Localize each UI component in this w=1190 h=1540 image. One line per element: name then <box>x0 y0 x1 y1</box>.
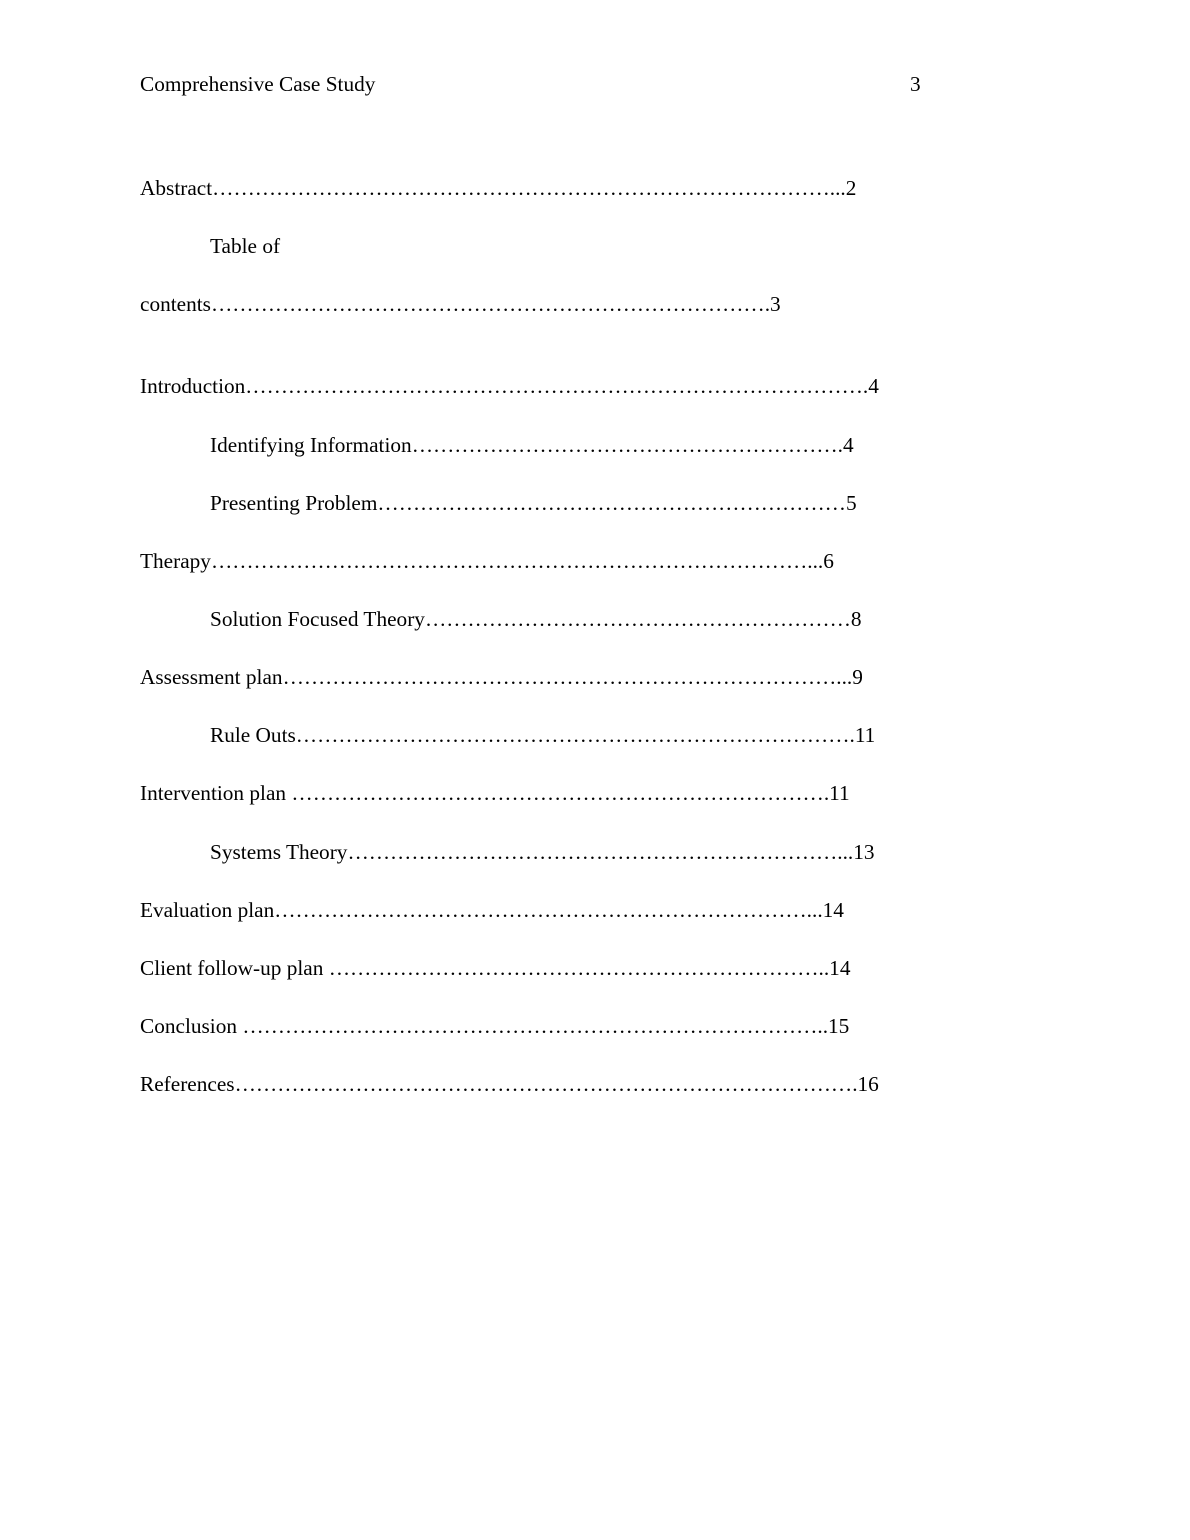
toc-entry-title: Intervention plan <box>140 781 292 805</box>
toc-entry-references[interactable] <box>140 1070 879 1098</box>
toc-leader-dots: …………………………………………………………….. <box>328 956 830 980</box>
toc-entry-page: 4 <box>868 374 879 398</box>
toc-entry-assessment-plan[interactable] <box>140 663 863 691</box>
toc-entry-page: 15 <box>828 1014 850 1038</box>
toc-entry-title: Conclusion <box>140 1014 243 1038</box>
toc-entry-therapy[interactable] <box>140 547 834 575</box>
toc-leader-dots: …………………………………………………………………... <box>274 898 823 922</box>
toc-entry-intervention-plan[interactable] <box>140 779 850 807</box>
toc-entry-abstract[interactable] <box>140 174 856 202</box>
toc-leader-dots: …………………………………………………………………………... <box>210 549 824 573</box>
toc-entry-title: Client follow-up plan <box>140 956 329 980</box>
toc-entry-title: Rule Outs <box>210 723 296 747</box>
toc-entry-title: Therapy <box>140 549 211 573</box>
toc-entry-page: 16 <box>857 1072 879 1096</box>
toc-entry-conclusion[interactable] <box>140 1012 849 1040</box>
toc-entry-title: contents <box>140 292 211 316</box>
toc-entry-page: 6 <box>823 549 834 573</box>
toc-leader-dots: ……………………………………………………………... <box>347 840 854 864</box>
toc-entry-identifying-information[interactable] <box>210 431 854 459</box>
toc-entry-title: References <box>140 1072 235 1096</box>
toc-leader-dots: ……………………………………………………………………. <box>210 292 771 316</box>
toc-entry-page: 2 <box>845 176 857 200</box>
toc-entry-page: 4 <box>842 433 854 457</box>
toc-entry-title: Systems Theory <box>210 840 348 864</box>
toc-entry-rule-outs[interactable] <box>210 721 875 749</box>
toc-leader-dots: ……………………………………………………………………………. <box>234 1072 858 1096</box>
toc-leader-dots: ………………………………………………………… <box>377 491 846 515</box>
toc-leader-dots: ……………………………………………………………………... <box>282 665 853 689</box>
toc-entry-title: Assessment plan <box>140 665 283 689</box>
toc-entry-systems-theory[interactable] <box>210 838 875 866</box>
toc-entry-page: 11 <box>829 781 850 805</box>
toc-entry-page: 3 <box>770 292 781 316</box>
toc-entry-introduction[interactable] <box>140 372 879 400</box>
toc-leader-dots: …………………………………………………………………. <box>291 781 830 805</box>
toc-entry-evaluation-plan[interactable] <box>140 896 844 924</box>
header-page-number: 3 <box>910 72 921 96</box>
toc-entry-title: Introduction <box>140 374 246 398</box>
toc-entry-contents[interactable] <box>140 290 781 318</box>
toc-leader-dots: ……………………………………………………………………………... <box>212 176 846 200</box>
header-title: Comprehensive Case Study <box>140 72 376 96</box>
toc-entry-title: Identifying Information <box>210 433 412 457</box>
running-header <box>140 72 930 100</box>
toc-entry-title: Solution Focused Theory <box>210 607 425 631</box>
toc-entry-solution-focused-theory[interactable] <box>210 605 862 633</box>
toc-entry-page: 11 <box>854 723 876 747</box>
toc-entry-table-of[interactable] <box>210 232 280 260</box>
toc-entry-page: 8 <box>850 607 862 631</box>
toc-leader-dots: ……………………………………………………………………. <box>295 723 855 747</box>
toc-entry-page: 14 <box>822 898 844 922</box>
toc-leader-dots: ……………………………………………………………………….. <box>242 1014 829 1038</box>
toc-leader-dots: ……………………………………………………. <box>411 433 843 457</box>
toc-entry-title: Abstract <box>140 176 213 200</box>
toc-entry-client-follow-up-plan[interactable] <box>140 954 850 982</box>
toc-leader-dots: ……………………………………………………………………………. <box>245 374 869 398</box>
toc-entry-title: Evaluation plan <box>140 898 275 922</box>
toc-entry-title: Table of <box>210 234 281 258</box>
toc-entry-title: Presenting Problem <box>210 491 378 515</box>
toc-entry-page: 5 <box>845 491 857 515</box>
toc-entry-page: 14 <box>829 956 851 980</box>
toc-entry-page: 9 <box>852 665 863 689</box>
toc-entry-presenting-problem[interactable] <box>210 489 857 517</box>
toc-leader-dots: …………………………………………………… <box>424 607 851 631</box>
toc-entry-page: 13 <box>853 840 875 864</box>
